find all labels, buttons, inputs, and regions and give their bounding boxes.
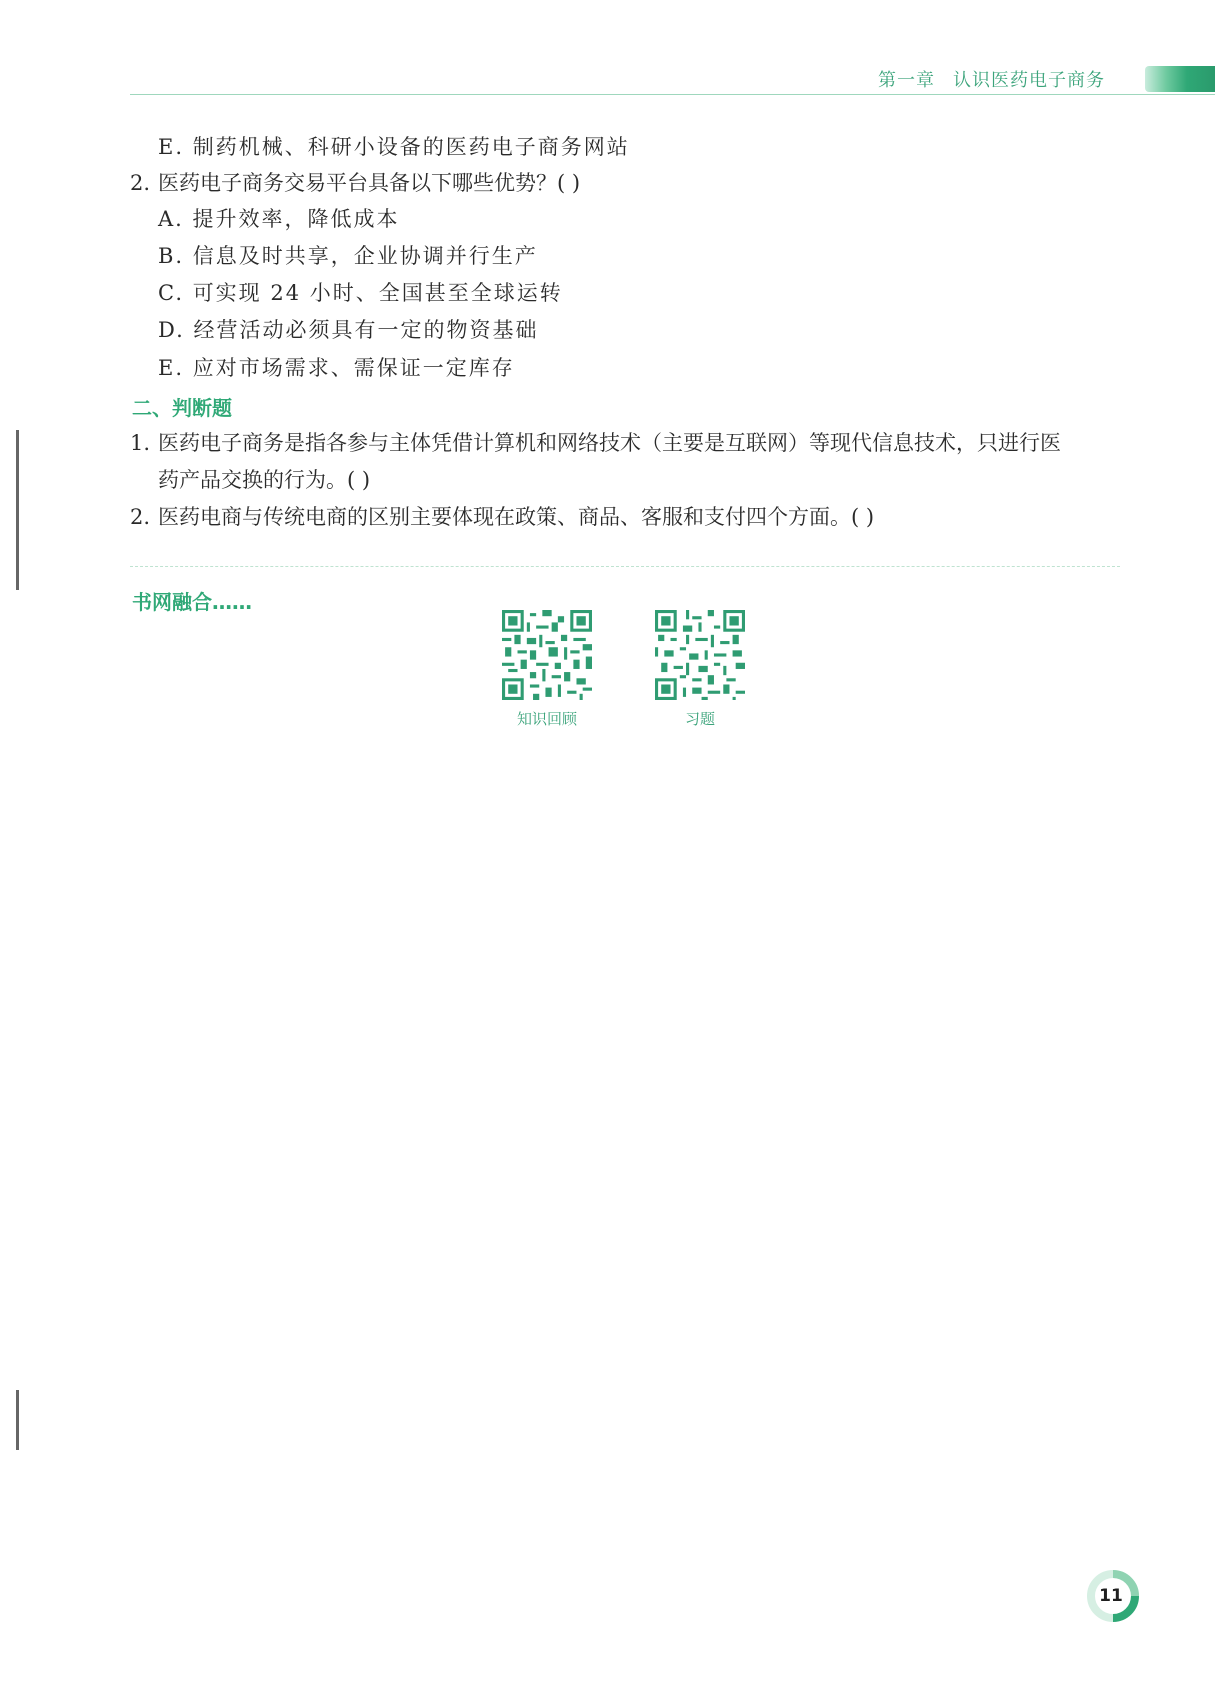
question-2: 2. 医药电子商务交易平台具备以下哪些优势？( ) — [130, 171, 581, 195]
header-tab-decoration — [1145, 66, 1215, 92]
section-divider — [130, 566, 1120, 567]
qr-knowledge-review[interactable] — [497, 610, 597, 729]
qr-caption-knowledge-review: 知识回顾 — [516, 710, 577, 728]
section-heading-judgment: 二、判断题 — [132, 396, 232, 420]
qr-code-icon — [655, 610, 745, 700]
option-d: D. 经营活动必须具有一定的物资基础 — [158, 318, 539, 342]
option-e: E. 应对市场需求、需保证一定库存 — [158, 356, 515, 380]
scan-edge-mark — [16, 430, 19, 590]
judgment-question-2: 2. 医药电商与传统电商的区别主要体现在政策、商品、客服和支付四个方面。( ) — [130, 505, 875, 529]
option-a: A. 提升效率，降低成本 — [158, 207, 400, 231]
option-c: C. 可实现 24 小时、全国甚至全球运转 — [158, 281, 563, 305]
qr-code-icon — [502, 610, 592, 700]
chapter-number: 第一章 — [878, 70, 935, 91]
page-number: 11 — [1099, 1586, 1123, 1606]
scan-edge-mark — [16, 1390, 19, 1450]
running-header — [878, 66, 1105, 92]
judgment-question-1: 1. 医药电子商务是指各参与主体凭借计算机和网络技术（主要是互联网）等现代信息技术，只进行医 — [130, 431, 1061, 455]
option-e-prev: E. 制药机械、科研小设备的医药电子商务网站 — [158, 135, 630, 159]
qr-exercises[interactable] — [650, 610, 750, 729]
chapter-title: 认识医药电子商务 — [953, 70, 1105, 91]
book-net-fusion-label: 书网融合…… — [132, 590, 252, 614]
header-rule — [130, 94, 1215, 95]
qr-caption-exercises: 习题 — [684, 710, 715, 728]
judgment-question-1-continued: 药产品交换的行为。( ) — [158, 468, 371, 492]
option-b: B. 信息及时共享，企业协调并行生产 — [158, 244, 538, 268]
